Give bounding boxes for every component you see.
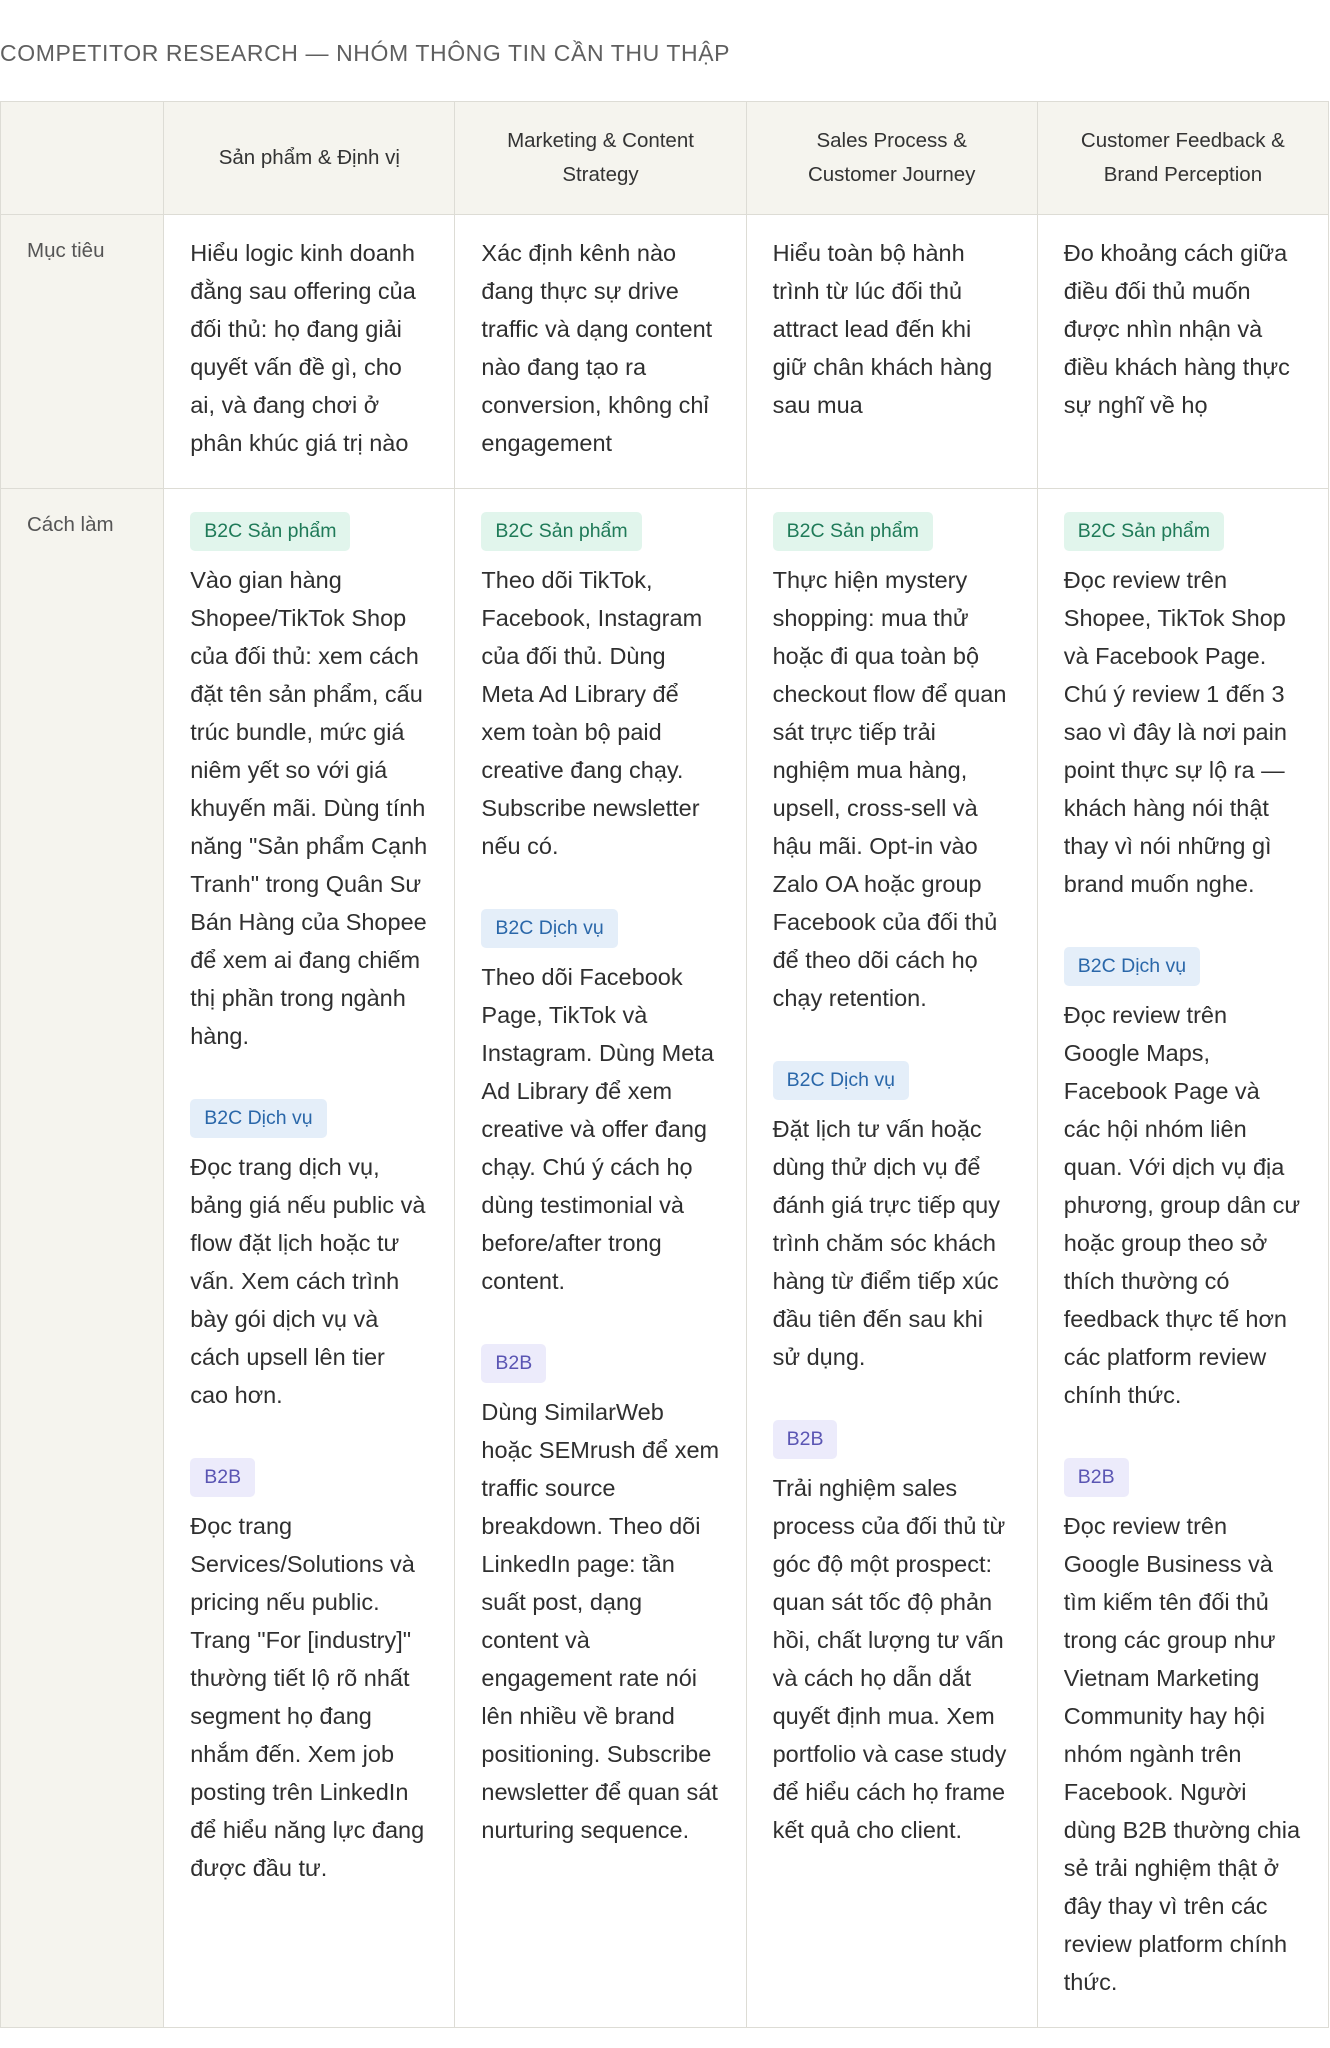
method-block-b2c-service xyxy=(190,1095,428,1414)
column-header-sales-process: Sales Process & Customer Journey xyxy=(746,102,1037,215)
method-block-b2b xyxy=(481,1340,719,1849)
method-text: Đọc review trên Shopee, TikTok Shop và Facebook Page. Chú ý review 1 đến 3 sao vì đây là nơi pain point thực sự lộ ra — khách hàng nói thật thay vì nói những gì brand muốn nghe. xyxy=(1063,567,1287,897)
method-text: Đặt lịch tư vấn hoặc dùng thử dịch vụ để đánh giá trực tiếp quy trình chăm sóc khách hàng từ điểm tiếp xúc đầu tiên đến sau khi sử dụng. xyxy=(772,1116,1000,1370)
goal-row xyxy=(1,215,1329,489)
method-block-b2b xyxy=(190,1454,428,1887)
b2b-badge: B2B xyxy=(190,1458,255,1497)
goal-text: Đo khoảng cách giữa điều đối thủ muốn được nhìn nhận và điều khách hàng thực sự nghĩ về họ xyxy=(1063,240,1290,418)
column-header-customer-feedback: Customer Feedback & Brand Perception xyxy=(1037,102,1328,215)
method-text: Theo dõi TikTok, Facebook, Instagram của đối thủ. Dùng Meta Ad Library để xem toàn bộ paid creative đang chạy. Subscribe newsletter nếu có. xyxy=(481,567,703,859)
b2c-service-badge: B2C Dịch vụ xyxy=(1064,947,1200,986)
method-text: Vào gian hàng Shopee/TikTok Shop của đối thủ: xem cách đặt tên sản phẩm, cấu trúc bundle, mức giá niêm yết so với giá khuyến mãi. Dùng tính năng "Sản phẩm Cạnh Tranh" trong Quân Sư Bán Hàng của Shopee để xem ai đang chiếm thị phần trong ngành hàng. xyxy=(190,567,428,1049)
method-text: Đọc trang dịch vụ, bảng giá nếu public và flow đặt lịch hoặc tư vấn. Xem cách trình bày gói dịch vụ và cách upsell lên tier cao hơn. xyxy=(190,1154,426,1408)
method-block-b2b xyxy=(773,1416,1011,1849)
method-text: Thực hiện mystery shopping: mua thử hoặc đi qua toàn bộ checkout flow để quan sát trực tiếp trải nghiệm mua hàng, upsell, cross-sell và hậu mãi. Opt-in vào Zalo OA hoặc group Facebook của đối thủ để theo dõi cách họ chạy retention. xyxy=(772,567,1007,1011)
page-title: COMPETITOR RESEARCH — NHÓM THÔNG TIN CẦN THU THẬP xyxy=(0,40,731,66)
header-corner-cell xyxy=(1,102,164,215)
method-block-b2c-product xyxy=(190,508,428,1055)
method-block-b2c-product xyxy=(1064,508,1302,903)
goal-cell xyxy=(164,215,455,489)
goal-cell xyxy=(455,215,746,489)
method-cell xyxy=(455,489,746,2028)
goal-cell xyxy=(746,215,1037,489)
research-table xyxy=(0,101,1329,2028)
method-text: Dùng SimilarWeb hoặc SEMrush để xem traffic source breakdown. Theo dõi LinkedIn page: tần suất post, dạng content và engagement rate nói lên nhiều về brand positioning. Subscribe newsletter để quan sát nurturing sequence. xyxy=(481,1399,720,1843)
method-block-b2c-service xyxy=(773,1057,1011,1376)
b2c-product-badge: B2C Sản phẩm xyxy=(773,512,933,551)
method-text: Theo dõi Facebook Page, TikTok và Instagram. Dùng Meta Ad Library để xem creative và offer đang chạy. Chú ý cách họ dùng testimonial và before/after trong content. xyxy=(481,964,714,1294)
b2c-service-badge: B2C Dịch vụ xyxy=(773,1061,909,1100)
goal-text: Hiểu logic kinh doanh đằng sau offering của đối thủ: họ đang giải quyết vấn đề gì, cho ai, và đang chơi ở phân khúc giá trị nào xyxy=(190,240,416,456)
method-text: Đọc review trên Google Maps, Facebook Page và các hội nhóm liên quan. Với dịch vụ địa phương, group dân cư hoặc group theo sở thích thường có feedback thực tế hơn các platform review chính thức. xyxy=(1063,1002,1301,1408)
goal-text: Hiểu toàn bộ hành trình từ lúc đối thủ attract lead đến khi giữ chân khách hàng sau mua xyxy=(772,240,993,418)
row-label-goal: Mục tiêu xyxy=(1,215,164,489)
method-block-b2c-product xyxy=(481,508,719,865)
method-block-b2b xyxy=(1064,1454,1302,2001)
b2b-badge: B2B xyxy=(481,1344,546,1383)
method-cell xyxy=(1037,489,1328,2028)
goal-cell xyxy=(1037,215,1328,489)
b2c-product-badge: B2C Sản phẩm xyxy=(1064,512,1224,551)
b2c-service-badge: B2C Dịch vụ xyxy=(190,1099,326,1138)
method-block-b2c-service xyxy=(481,905,719,1300)
method-block-b2c-product xyxy=(773,508,1011,1017)
b2c-product-badge: B2C Sản phẩm xyxy=(190,512,350,551)
method-row xyxy=(1,489,1329,2028)
goal-text: Xác định kênh nào đang thực sự drive traffic và dạng content nào đang tạo ra conversion, không chỉ engagement xyxy=(481,240,713,456)
b2b-badge: B2B xyxy=(773,1420,838,1459)
row-label-method: Cách làm xyxy=(1,489,164,2028)
b2b-badge: B2B xyxy=(1064,1458,1129,1497)
method-cell xyxy=(164,489,455,2028)
method-cell xyxy=(746,489,1037,2028)
header-row xyxy=(1,102,1329,215)
column-header-marketing-content: Marketing & Content Strategy xyxy=(455,102,746,215)
column-header-product-positioning: Sản phẩm & Định vị xyxy=(164,102,455,215)
b2c-product-badge: B2C Sản phẩm xyxy=(481,512,641,551)
b2c-service-badge: B2C Dịch vụ xyxy=(481,909,617,948)
method-text: Trải nghiệm sales process của đối thủ từ góc độ một prospect: quan sát tốc độ phản hồi, chất lượng tư vấn và cách họ dẫn dắt quyết định mua. Xem portfolio và case study để hiểu cách họ frame kết quả cho client. xyxy=(772,1475,1007,1843)
method-text: Đọc trang Services/Solutions và pricing nếu public. Trang "For [industry]" thường tiết lộ rõ nhất segment họ đang nhắm đến. Xem job posting trên LinkedIn để hiểu năng lực đang được đầu tư. xyxy=(190,1513,425,1881)
method-block-b2c-service xyxy=(1064,943,1302,1414)
method-text: Đọc review trên Google Business và tìm kiếm tên đối thủ trong các group như Vietnam Marketing Community hay hội nhóm ngành trên Facebook. Người dùng B2B thường chia sẻ trải nghiệm thật ở đây thay vì trên các review platform chính thức. xyxy=(1063,1513,1301,1995)
